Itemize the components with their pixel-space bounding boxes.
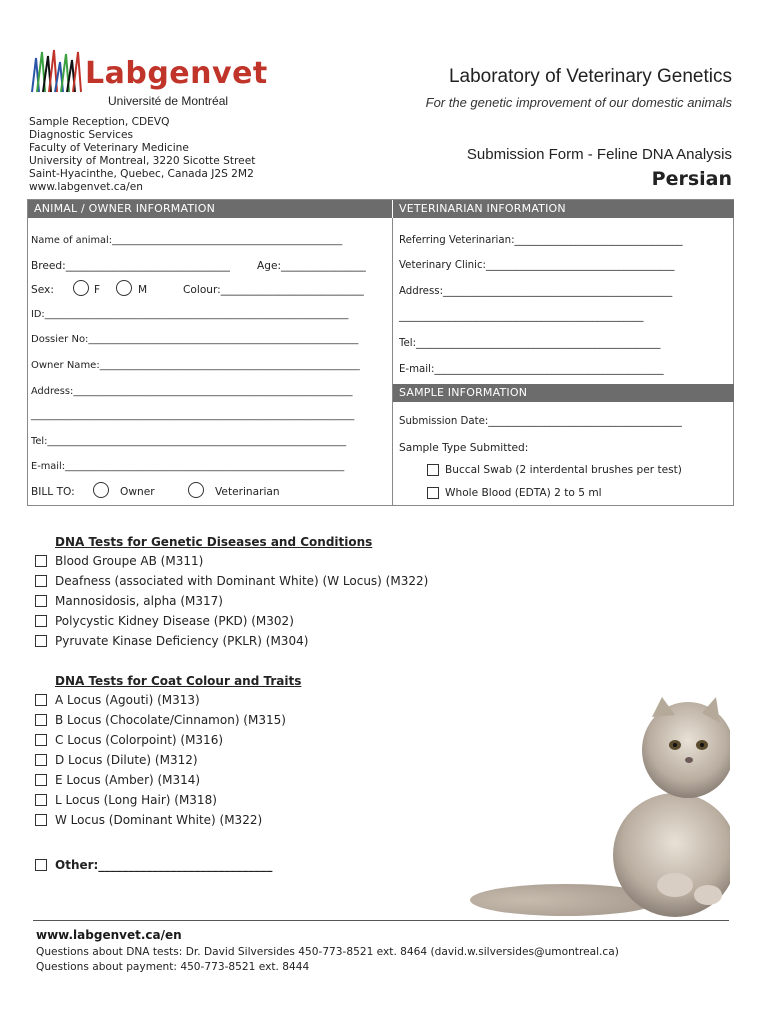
vet-tel-field[interactable]: Tel:________________________________________________ <box>399 338 661 349</box>
coat-test-item[interactable]: W Locus (Dominant White) (M322) <box>35 813 262 827</box>
owner-address-field[interactable]: Address:_________________________________________________________ <box>31 386 353 397</box>
bill-owner-radio[interactable] <box>93 482 109 498</box>
vet-email-field[interactable]: E-mail:_____________________________________________ <box>399 364 664 375</box>
footer-divider <box>33 920 729 921</box>
sex-f-radio[interactable] <box>73 280 89 296</box>
address-line: Sample Reception, CDEVQ <box>29 116 170 128</box>
checkbox[interactable] <box>35 615 47 627</box>
sex-m-radio[interactable] <box>116 280 132 296</box>
animal-owner-header: ANIMAL / OWNER INFORMATION <box>28 200 392 218</box>
lab-title: Laboratory of Veterinary Genetics <box>448 66 732 87</box>
id-field[interactable]: ID:______________________________________________________________ <box>31 309 349 320</box>
colour-field[interactable]: Colour:___________________________ <box>183 284 364 296</box>
coat-test-item[interactable]: A Locus (Agouti) (M313) <box>35 693 200 707</box>
coat-test-item[interactable]: L Locus (Long Hair) (M318) <box>35 793 217 807</box>
owner-address-line2[interactable]: __________________________________________________________________ <box>31 410 355 421</box>
sex-f-label: F <box>94 284 101 296</box>
owner-name-field[interactable]: Owner Name:____________________________________________________ <box>31 360 360 371</box>
info-box <box>27 199 734 506</box>
checkbox[interactable] <box>35 635 47 647</box>
submission-date-field[interactable]: Submission Date:______________________________________ <box>399 416 682 427</box>
checkbox[interactable] <box>35 714 47 726</box>
veterinarian-header: VETERINARIAN INFORMATION <box>393 200 734 218</box>
checkbox[interactable] <box>35 774 47 786</box>
coat-test-item[interactable]: B Locus (Chocolate/Cinnamon) (M315) <box>35 713 286 727</box>
sex-label: Sex: <box>31 284 54 296</box>
checkbox[interactable] <box>35 859 47 871</box>
logo-university: Université de Montréal <box>108 94 229 108</box>
persian-cat-image <box>470 695 730 917</box>
sex-m-label: M <box>138 284 148 296</box>
logo-wordmark: Labgenvet <box>85 56 268 91</box>
name-of-animal-field[interactable]: Name of animal:_______________________________________________ <box>31 235 343 246</box>
dna-peaks-icon <box>30 48 90 96</box>
footer-payment-questions: Questions about payment: 450-773-8521 ext. 8444 <box>36 961 310 973</box>
disease-test-item[interactable]: Mannosidosis, alpha (M317) <box>35 594 223 608</box>
address-line: www.labgenvet.ca/en <box>29 181 143 193</box>
footer-dna-questions: Questions about DNA tests: Dr. David Silversides 450-773-8521 ext. 8464 (david.w.silversides@umontreal.ca) <box>36 946 619 958</box>
bill-vet-label: Veterinarian <box>215 486 280 498</box>
checkbox[interactable] <box>35 694 47 706</box>
coat-tests-title: DNA Tests for Coat Colour and Traits <box>55 674 302 688</box>
referring-vet-field[interactable]: Referring Veterinarian:_________________________________ <box>399 235 683 246</box>
checkbox[interactable] <box>35 794 47 806</box>
address-line: Saint-Hyacinthe, Quebec, Canada J2S 2M2 <box>29 168 254 180</box>
form-title: Submission Form - Feline DNA Analysis <box>466 146 732 163</box>
checkbox[interactable] <box>35 575 47 587</box>
disease-test-item[interactable]: Polycystic Kidney Disease (PKD) (M302) <box>35 614 294 628</box>
address-line: Diagnostic Services <box>29 129 133 141</box>
other-test-field[interactable]: Other:_____________________________ <box>35 858 272 872</box>
checkbox[interactable] <box>35 814 47 826</box>
owner-email-field[interactable]: E-mail:_________________________________________________________ <box>31 461 345 472</box>
lab-subtitle: For the genetic improvement of our domestic animals <box>425 95 732 110</box>
address-line: University of Montreal, 3220 Sicotte Street <box>29 155 256 167</box>
dossier-field[interactable]: Dossier No:______________________________________________________ <box>31 334 359 345</box>
coat-test-item[interactable]: C Locus (Colorpoint) (M316) <box>35 733 223 747</box>
checkbox[interactable] <box>35 754 47 766</box>
sample-type-label: Sample Type Submitted: <box>399 442 529 454</box>
buccal-swab-checkbox[interactable] <box>427 464 439 476</box>
sample-header: SAMPLE INFORMATION <box>393 384 734 402</box>
bill-to-label: BILL TO: <box>31 486 75 498</box>
whole-blood-label: Whole Blood (EDTA) 2 to 5 ml <box>445 487 602 499</box>
footer-url[interactable]: www.labgenvet.ca/en <box>36 928 182 942</box>
disease-test-item[interactable]: Blood Groupe AB (M311) <box>35 554 203 568</box>
address-line: Faculty of Veterinary Medicine <box>29 142 189 154</box>
vet-clinic-field[interactable]: Veterinary Clinic:_____________________________________ <box>399 260 675 271</box>
address-block <box>29 116 255 194</box>
checkbox[interactable] <box>35 555 47 567</box>
disease-test-item[interactable]: Pyruvate Kinase Deficiency (PKLR) (M304) <box>35 634 308 648</box>
age-field[interactable]: Age:________________ <box>257 260 366 272</box>
column-divider <box>392 218 393 506</box>
bill-owner-label: Owner <box>120 486 155 498</box>
whole-blood-checkbox[interactable] <box>427 487 439 499</box>
breed-title: Persian <box>651 168 732 190</box>
disease-test-item[interactable]: Deafness (associated with Dominant White) (W Locus) (M322) <box>35 574 428 588</box>
vet-address-line2[interactable]: ________________________________________________ <box>399 311 644 322</box>
buccal-swab-label: Buccal Swab (2 interdental brushes per test) <box>445 464 682 476</box>
labgenvet-logo <box>30 48 268 113</box>
coat-test-item[interactable]: E Locus (Amber) (M314) <box>35 773 200 787</box>
disease-tests-title: DNA Tests for Genetic Diseases and Conditions <box>55 535 373 549</box>
checkbox[interactable] <box>35 595 47 607</box>
bill-vet-radio[interactable] <box>188 482 204 498</box>
owner-tel-field[interactable]: Tel:_____________________________________________________________ <box>31 436 347 447</box>
vet-address-field[interactable]: Address:_____________________________________________ <box>399 286 673 297</box>
breed-field[interactable]: Breed:_______________________________ <box>31 260 230 272</box>
coat-test-item[interactable]: D Locus (Dilute) (M312) <box>35 753 198 767</box>
checkbox[interactable] <box>35 734 47 746</box>
